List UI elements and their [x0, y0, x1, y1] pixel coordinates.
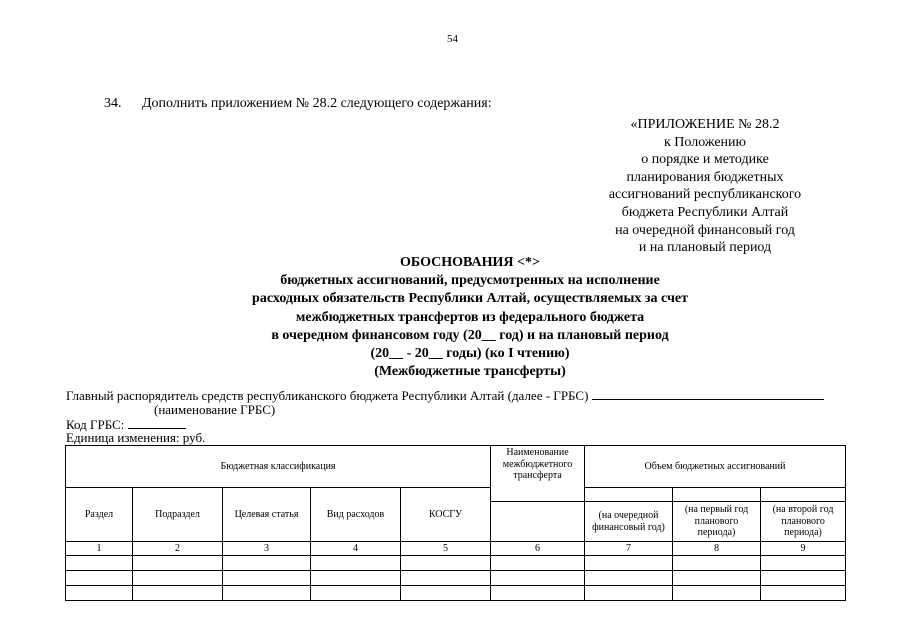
- table-row: [66, 586, 846, 601]
- col-header-current-year: (на очередной финансовый год): [585, 502, 673, 542]
- title-line: бюджетных ассигнований, предусмотренных на исполнение: [280, 273, 660, 289]
- unit-label: Единица изменения: руб.: [66, 430, 206, 445]
- table-cell: [311, 571, 401, 586]
- column-number: 8: [673, 542, 761, 556]
- budget-classification-header: Бюджетная классификация: [66, 446, 491, 488]
- grbs-label: Главный распорядитель средств республиканского бюджета Республики Алтай (далее - ГРБС): [66, 388, 589, 403]
- table-cell: [401, 586, 491, 601]
- table-cell: [66, 586, 133, 601]
- title-line: (20__ - 20__ годы) (ко I чтению): [370, 346, 570, 362]
- table-cell: [401, 571, 491, 586]
- spacer-cell: [673, 488, 761, 502]
- appendix-line: к Положению: [663, 134, 746, 150]
- table-cell: [133, 571, 223, 586]
- document-title: [150, 254, 790, 381]
- col-header-second-plan-year: (на второй год планового периода): [761, 502, 846, 542]
- transfer-name-blank: [491, 502, 585, 542]
- title-line: в очередном финансовом году (20__ год) и на плановый период: [271, 327, 669, 343]
- grbs-code-blank: [128, 416, 186, 429]
- item-text: Дополнить приложением № 28.2 следующего содержания:: [142, 96, 492, 111]
- table-cell: [585, 571, 673, 586]
- table-cell: [223, 571, 311, 586]
- table-cell: [311, 556, 401, 571]
- col-header-target-item: Целевая статья: [223, 488, 311, 542]
- table-cell: [585, 556, 673, 571]
- appendix-line: «ПРИЛОЖЕНИЕ № 28.2: [630, 117, 780, 132]
- table-cell: [223, 586, 311, 601]
- table-cell: [133, 556, 223, 571]
- grbs-code-label: Код ГРБС:: [66, 417, 125, 432]
- table-cell: [761, 556, 846, 571]
- appendix-line: бюджета Республики Алтай: [621, 204, 789, 220]
- column-number: 1: [66, 542, 133, 556]
- item-number: 34.: [104, 96, 122, 111]
- budget-table: [65, 445, 846, 601]
- table-cell: [673, 556, 761, 571]
- amendment-item: [104, 96, 492, 112]
- table-cell: [491, 586, 585, 601]
- grbs-hint: (наименование ГРБС): [154, 402, 276, 417]
- col-header-subsection: Подраздел: [133, 488, 223, 542]
- table-subheader-spacer-row: [66, 488, 846, 502]
- column-number: 7: [585, 542, 673, 556]
- column-number: 2: [133, 542, 223, 556]
- col-header-expense-type: Вид расходов: [311, 488, 401, 542]
- title-line: межбюджетных трансфертов из федерального бюджета: [295, 309, 645, 325]
- table-cell: [401, 556, 491, 571]
- appendix-line: о порядке и методике: [641, 152, 769, 168]
- table-row: [66, 556, 846, 571]
- column-number: 3: [223, 542, 311, 556]
- table-cell: [133, 586, 223, 601]
- appendix-header: [590, 116, 820, 257]
- table-cell: [491, 571, 585, 586]
- column-number: 5: [401, 542, 491, 556]
- transfer-name-header: Наименование межбюджетного трансферта: [491, 446, 585, 502]
- spacer-cell: [761, 488, 846, 502]
- volume-header: Объем бюджетных ассигнований: [585, 446, 846, 488]
- table-cell: [66, 556, 133, 571]
- appendix-line: ассигнований республиканского: [608, 187, 802, 203]
- grbs-name-blank: [592, 387, 824, 400]
- table-cell: [585, 586, 673, 601]
- table-row: [66, 571, 846, 586]
- column-number-row: [66, 542, 846, 556]
- column-number: 9: [761, 542, 846, 556]
- col-header-section: Раздел: [66, 488, 133, 542]
- table-header-row: [66, 446, 846, 488]
- table-cell: [491, 556, 585, 571]
- col-header-kosgu: КОСГУ: [401, 488, 491, 542]
- title-line: (Межбюджетные трансферты): [374, 364, 566, 380]
- column-number: 6: [491, 542, 585, 556]
- table-cell: [761, 586, 846, 601]
- table-cell: [66, 571, 133, 586]
- table-cell: [311, 586, 401, 601]
- spacer-cell: [585, 488, 673, 502]
- table-cell: [761, 571, 846, 586]
- table-cell: [673, 586, 761, 601]
- appendix-line: и на плановый период: [638, 240, 772, 256]
- title-line: расходных обязательств Республики Алтай, осуществляемых за счет: [252, 291, 688, 307]
- col-header-first-plan-year: (на первый год планового периода): [673, 502, 761, 542]
- appendix-line: на очередной финансовый год: [615, 222, 795, 238]
- appendix-line: планирования бюджетных: [626, 169, 784, 185]
- column-number: 4: [311, 542, 401, 556]
- title-line: ОБОСНОВАНИЯ <*>: [400, 255, 540, 270]
- table-cell: [223, 556, 311, 571]
- page-number: 54: [447, 33, 458, 45]
- table-cell: [673, 571, 761, 586]
